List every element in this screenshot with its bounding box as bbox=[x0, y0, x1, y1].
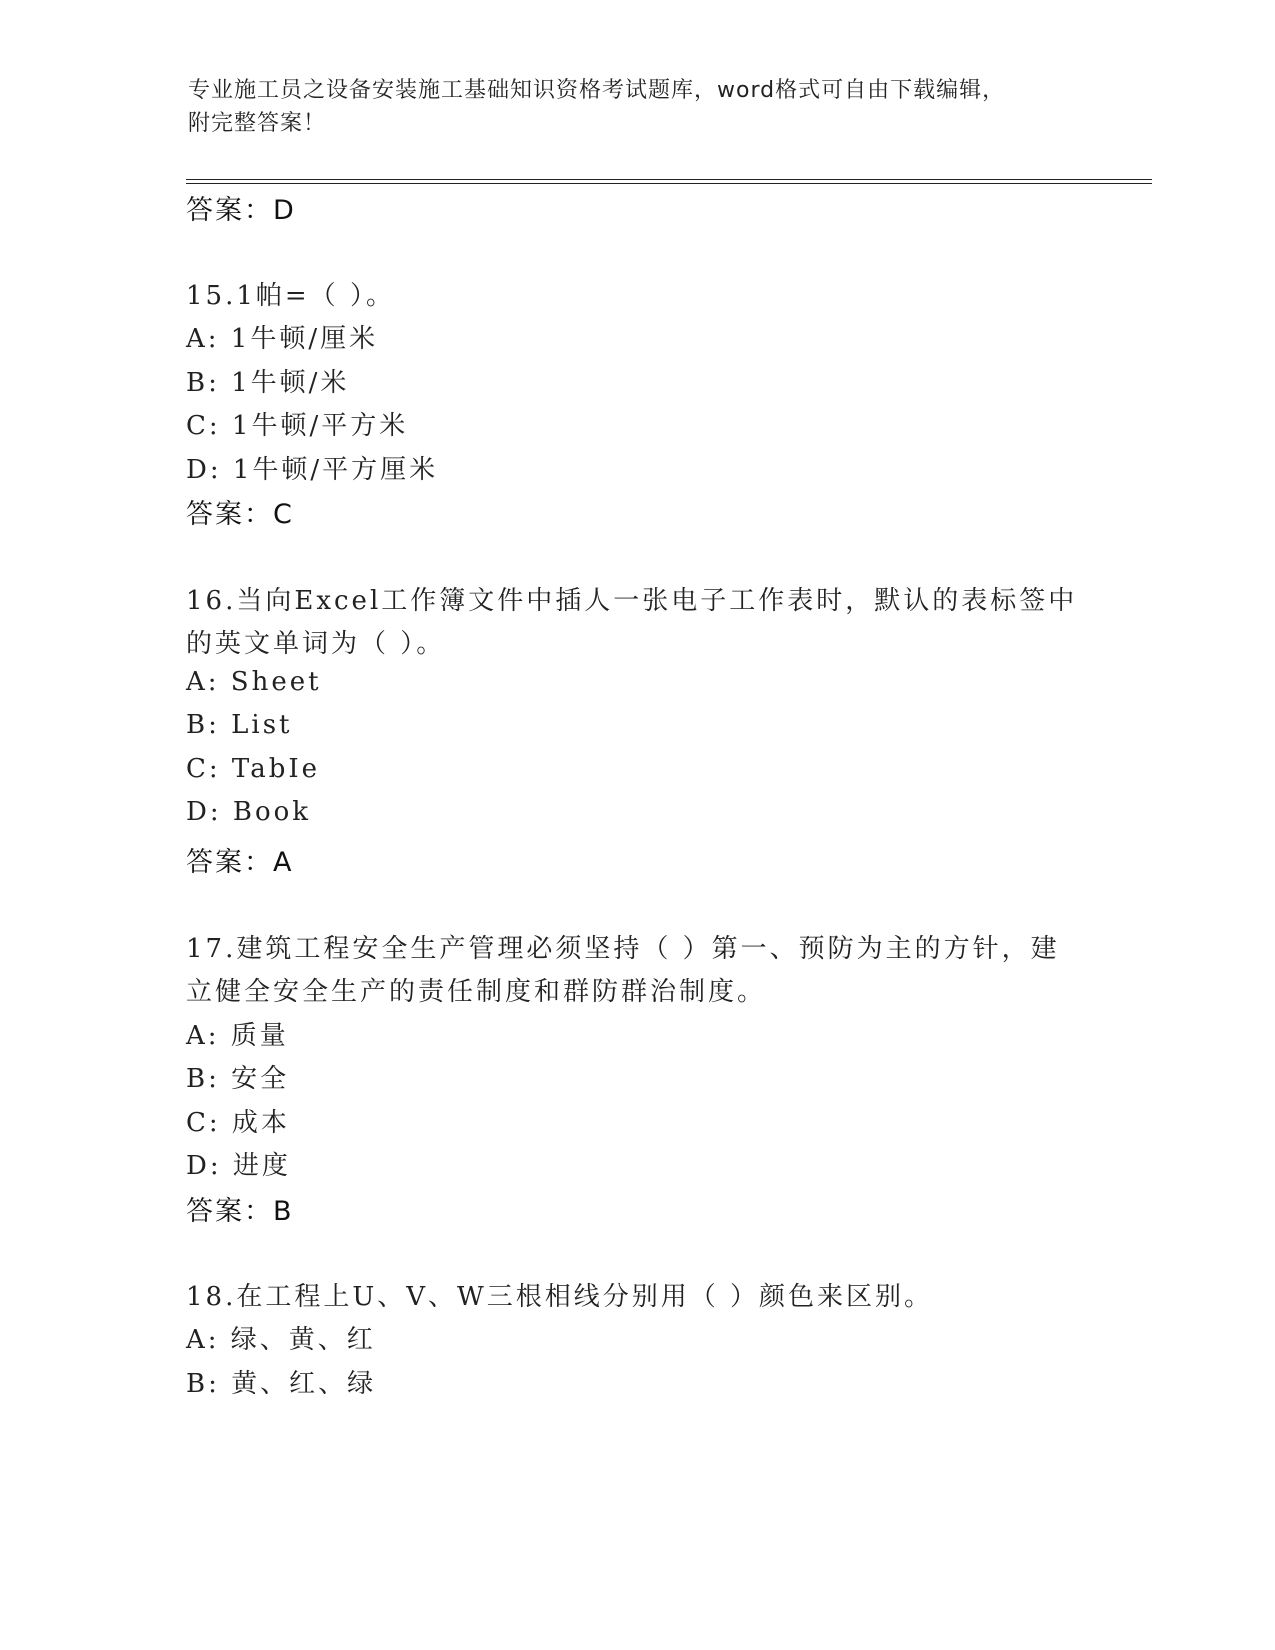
option-a: A: 绿、黄、红 bbox=[186, 1325, 376, 1355]
option-d: D: 进度 bbox=[186, 1151, 291, 1181]
option-a: A: Sheet bbox=[186, 667, 322, 697]
option-a: A: 质量 bbox=[186, 1021, 289, 1051]
answer-line: 答案：C bbox=[186, 499, 294, 530]
answer-line: 答案：A bbox=[186, 847, 294, 878]
answer-line: 答案：D bbox=[186, 195, 296, 226]
header-line-2: 附完整答案！ bbox=[188, 111, 327, 136]
header-divider-bottom bbox=[186, 183, 1152, 184]
option-d: D: Book bbox=[186, 797, 312, 827]
option-c: C: 1牛顿/平方米 bbox=[186, 411, 409, 441]
question-stem: 15.1帕=（ ）。 bbox=[186, 281, 395, 311]
option-b: B: 安全 bbox=[186, 1064, 290, 1094]
option-c: C: TabIe bbox=[186, 754, 321, 784]
header-divider-top bbox=[186, 179, 1152, 180]
question-stem-continued: 的英文单词为（ ）。 bbox=[186, 629, 446, 659]
question-stem: 16.当向Excel工作簿文件中插人一张电子工作表时，默认的表标签中 bbox=[186, 586, 1078, 616]
question-stem-continued: 立健全安全生产的责任制度和群防群治制度。 bbox=[186, 977, 767, 1007]
question-stem: 17.建筑工程安全生产管理必须坚持（ ）第一、预防为主的方针，建 bbox=[186, 934, 1060, 964]
option-b: B: 1牛顿/米 bbox=[186, 368, 350, 398]
option-c: C: 成本 bbox=[186, 1108, 290, 1138]
answer-line: 答案：B bbox=[186, 1196, 294, 1227]
question-stem: 18.在工程上U、V、W三根相线分别用（ ）颜色来区别。 bbox=[186, 1282, 934, 1312]
document-header bbox=[188, 74, 1088, 140]
option-a: A: 1牛顿/厘米 bbox=[186, 324, 379, 354]
option-b: B: List bbox=[186, 710, 293, 740]
option-b: B: 黄、红、绿 bbox=[186, 1369, 377, 1399]
header-line-1: 专业施工员之设备安装施工基础知识资格考试题库，word格式可自由下载编辑， bbox=[188, 78, 1006, 103]
option-d: D: 1牛顿/平方厘米 bbox=[186, 455, 439, 485]
